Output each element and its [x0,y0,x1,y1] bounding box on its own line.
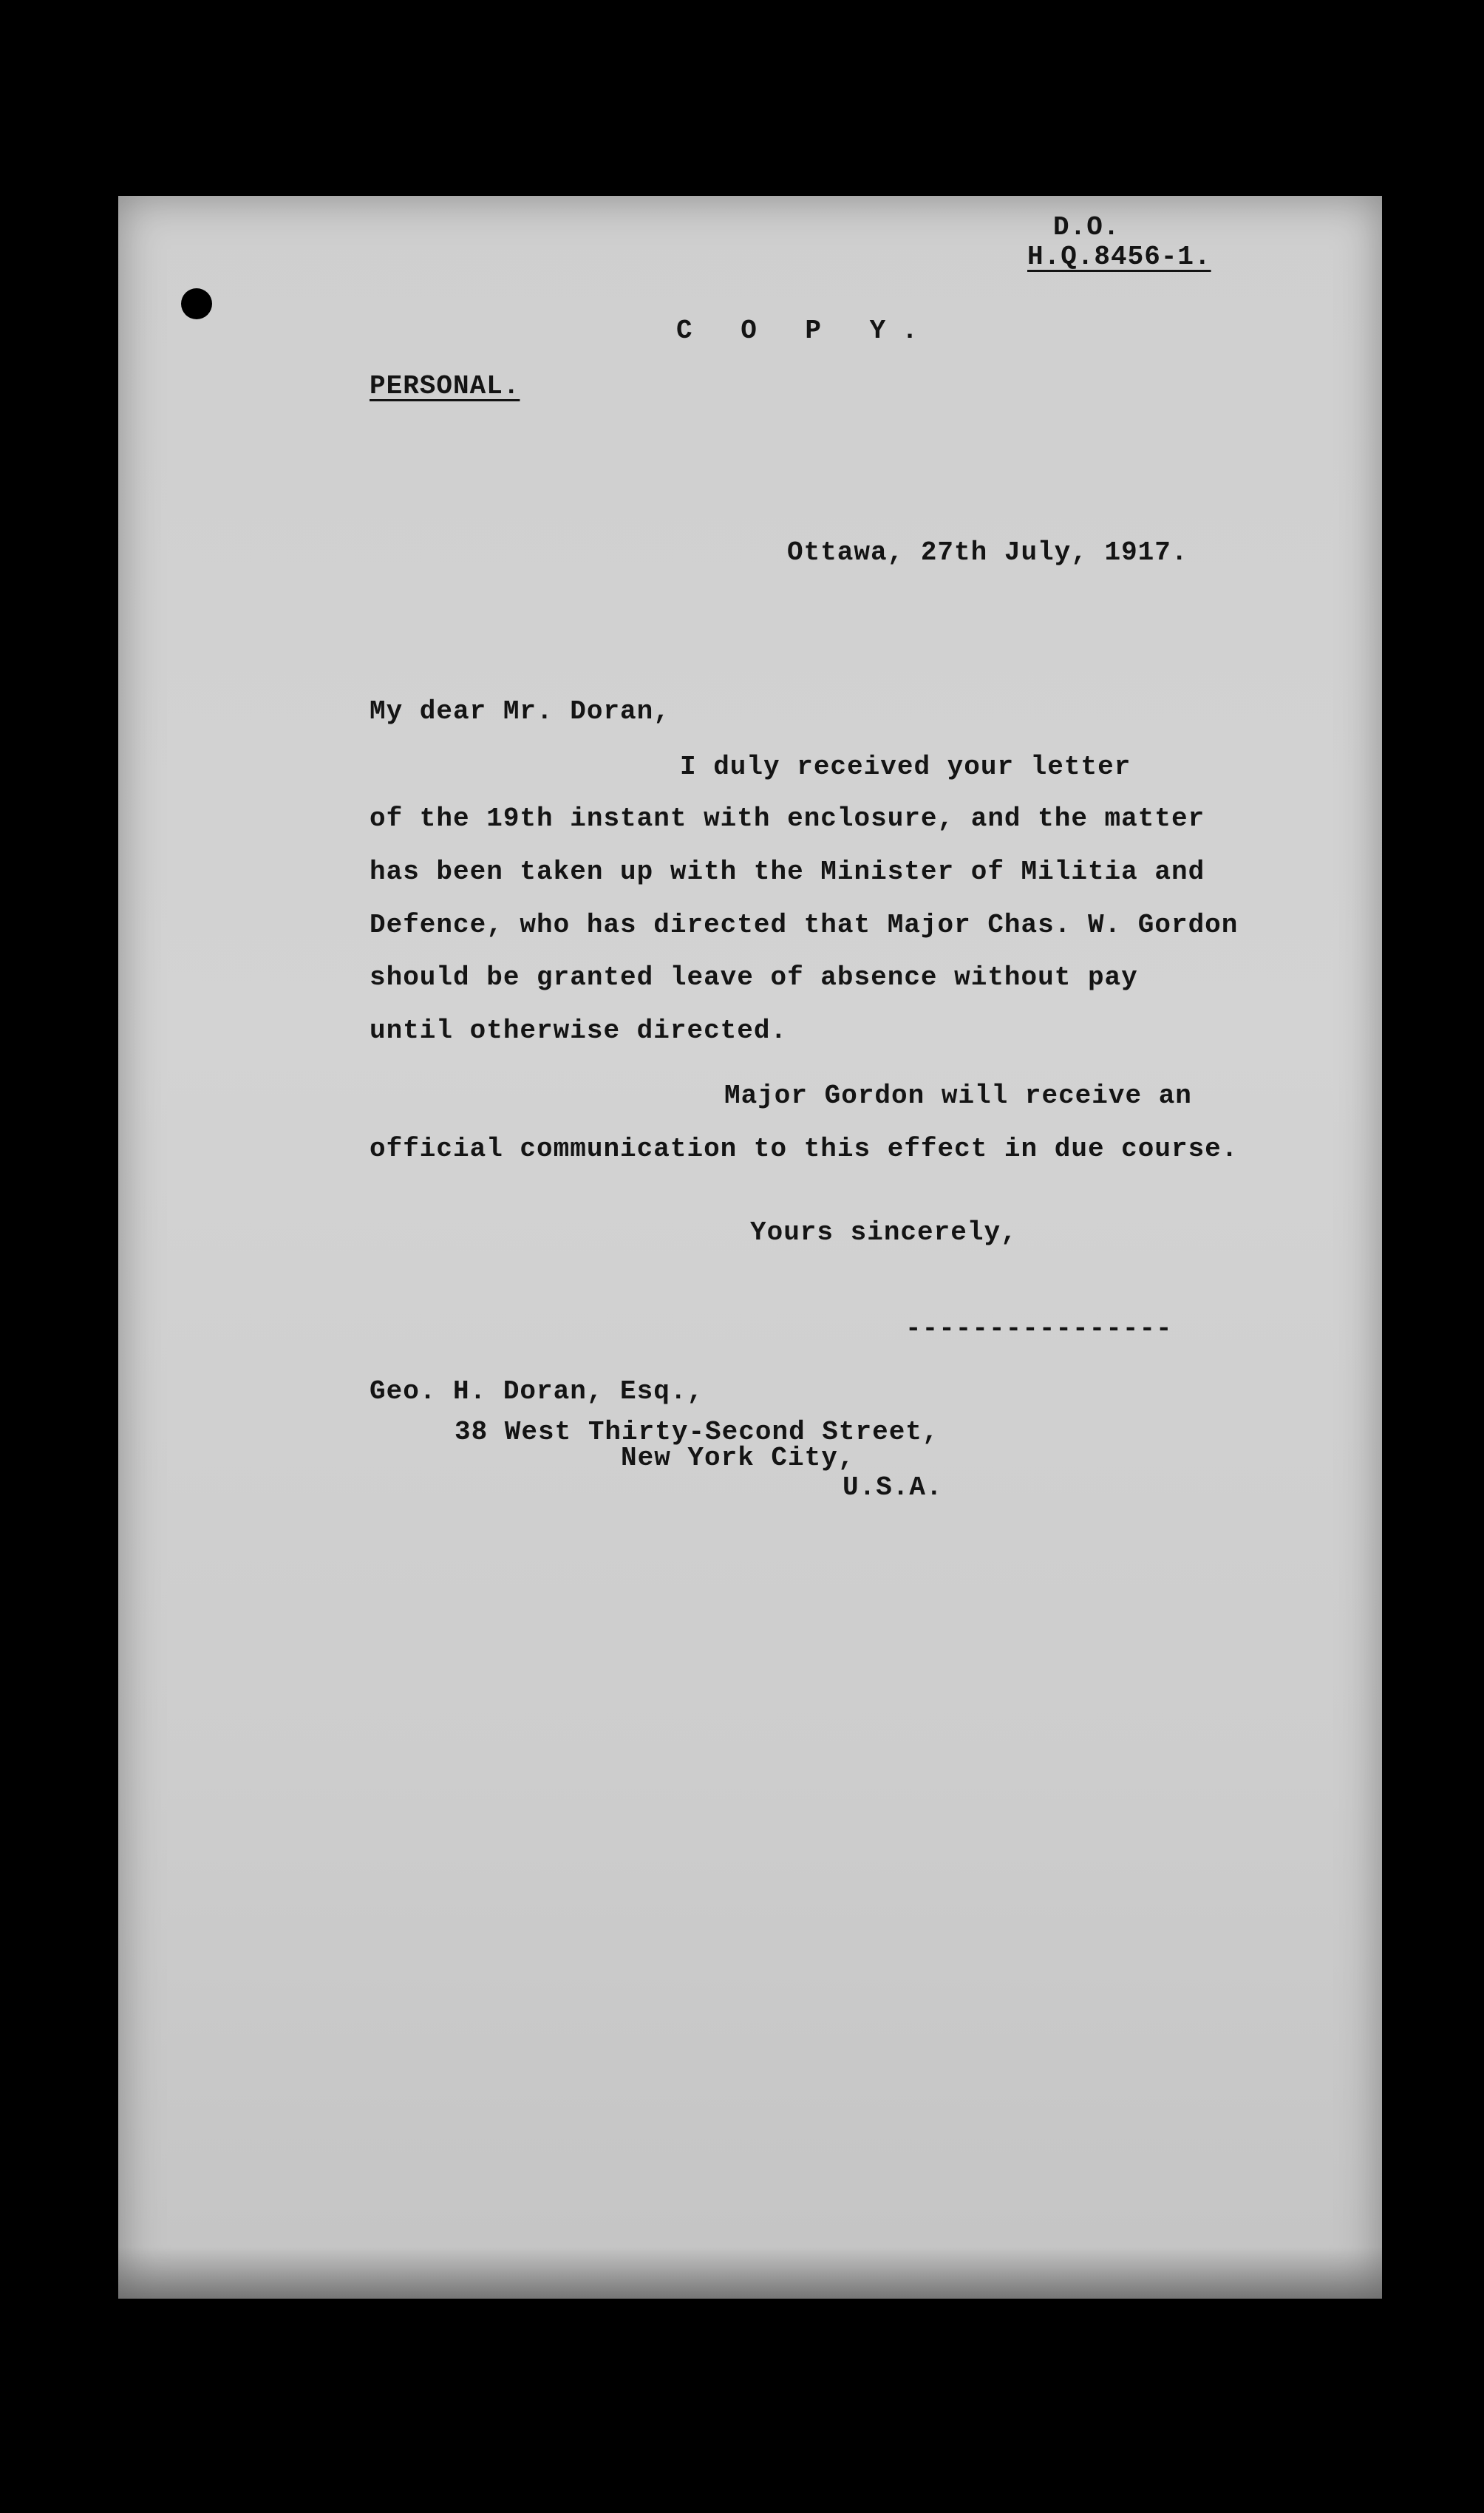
document-page [118,196,1382,2299]
address-line-1: Geo. H. Doran, Esq., [370,1376,704,1407]
personal-marking: PERSONAL. [370,371,520,401]
body-line-1: I duly received your letter [680,752,1131,782]
address-line-3: New York City, [621,1443,855,1473]
body-line-6: until otherwise directed. [370,1016,788,1046]
date-line: Ottawa, 27th July, 1917. [787,537,1188,568]
address-line-4: U.S.A. [843,1472,943,1503]
body-line-4: Defence, who has directed that Major Chas. W. Gordon [370,910,1239,940]
body-line-5: should be granted leave of absence without pay [370,962,1138,993]
body-line-7: Major Gordon will receive an [724,1081,1192,1111]
document-heading: C O P Y. [676,316,934,346]
punch-hole [181,288,212,319]
signature-line: ---------------- [905,1313,1173,1344]
file-ref-line-2: H.Q.8456-1. [1027,242,1211,272]
address-line-2: 38 West Thirty-Second Street, [455,1417,939,1447]
body-line-2: of the 19th instant with enclosure, and the matter [370,803,1205,834]
body-line-3: has been taken up with the Minister of Militia and [370,857,1205,887]
page-bottom-shadow [118,2247,1382,2299]
file-ref-line-1: D.O. [1053,212,1120,242]
salutation: My dear Mr. Doran, [370,696,670,727]
body-line-8: official communication to this effect in due course. [370,1134,1239,1164]
closing: Yours sincerely, [750,1217,1018,1248]
